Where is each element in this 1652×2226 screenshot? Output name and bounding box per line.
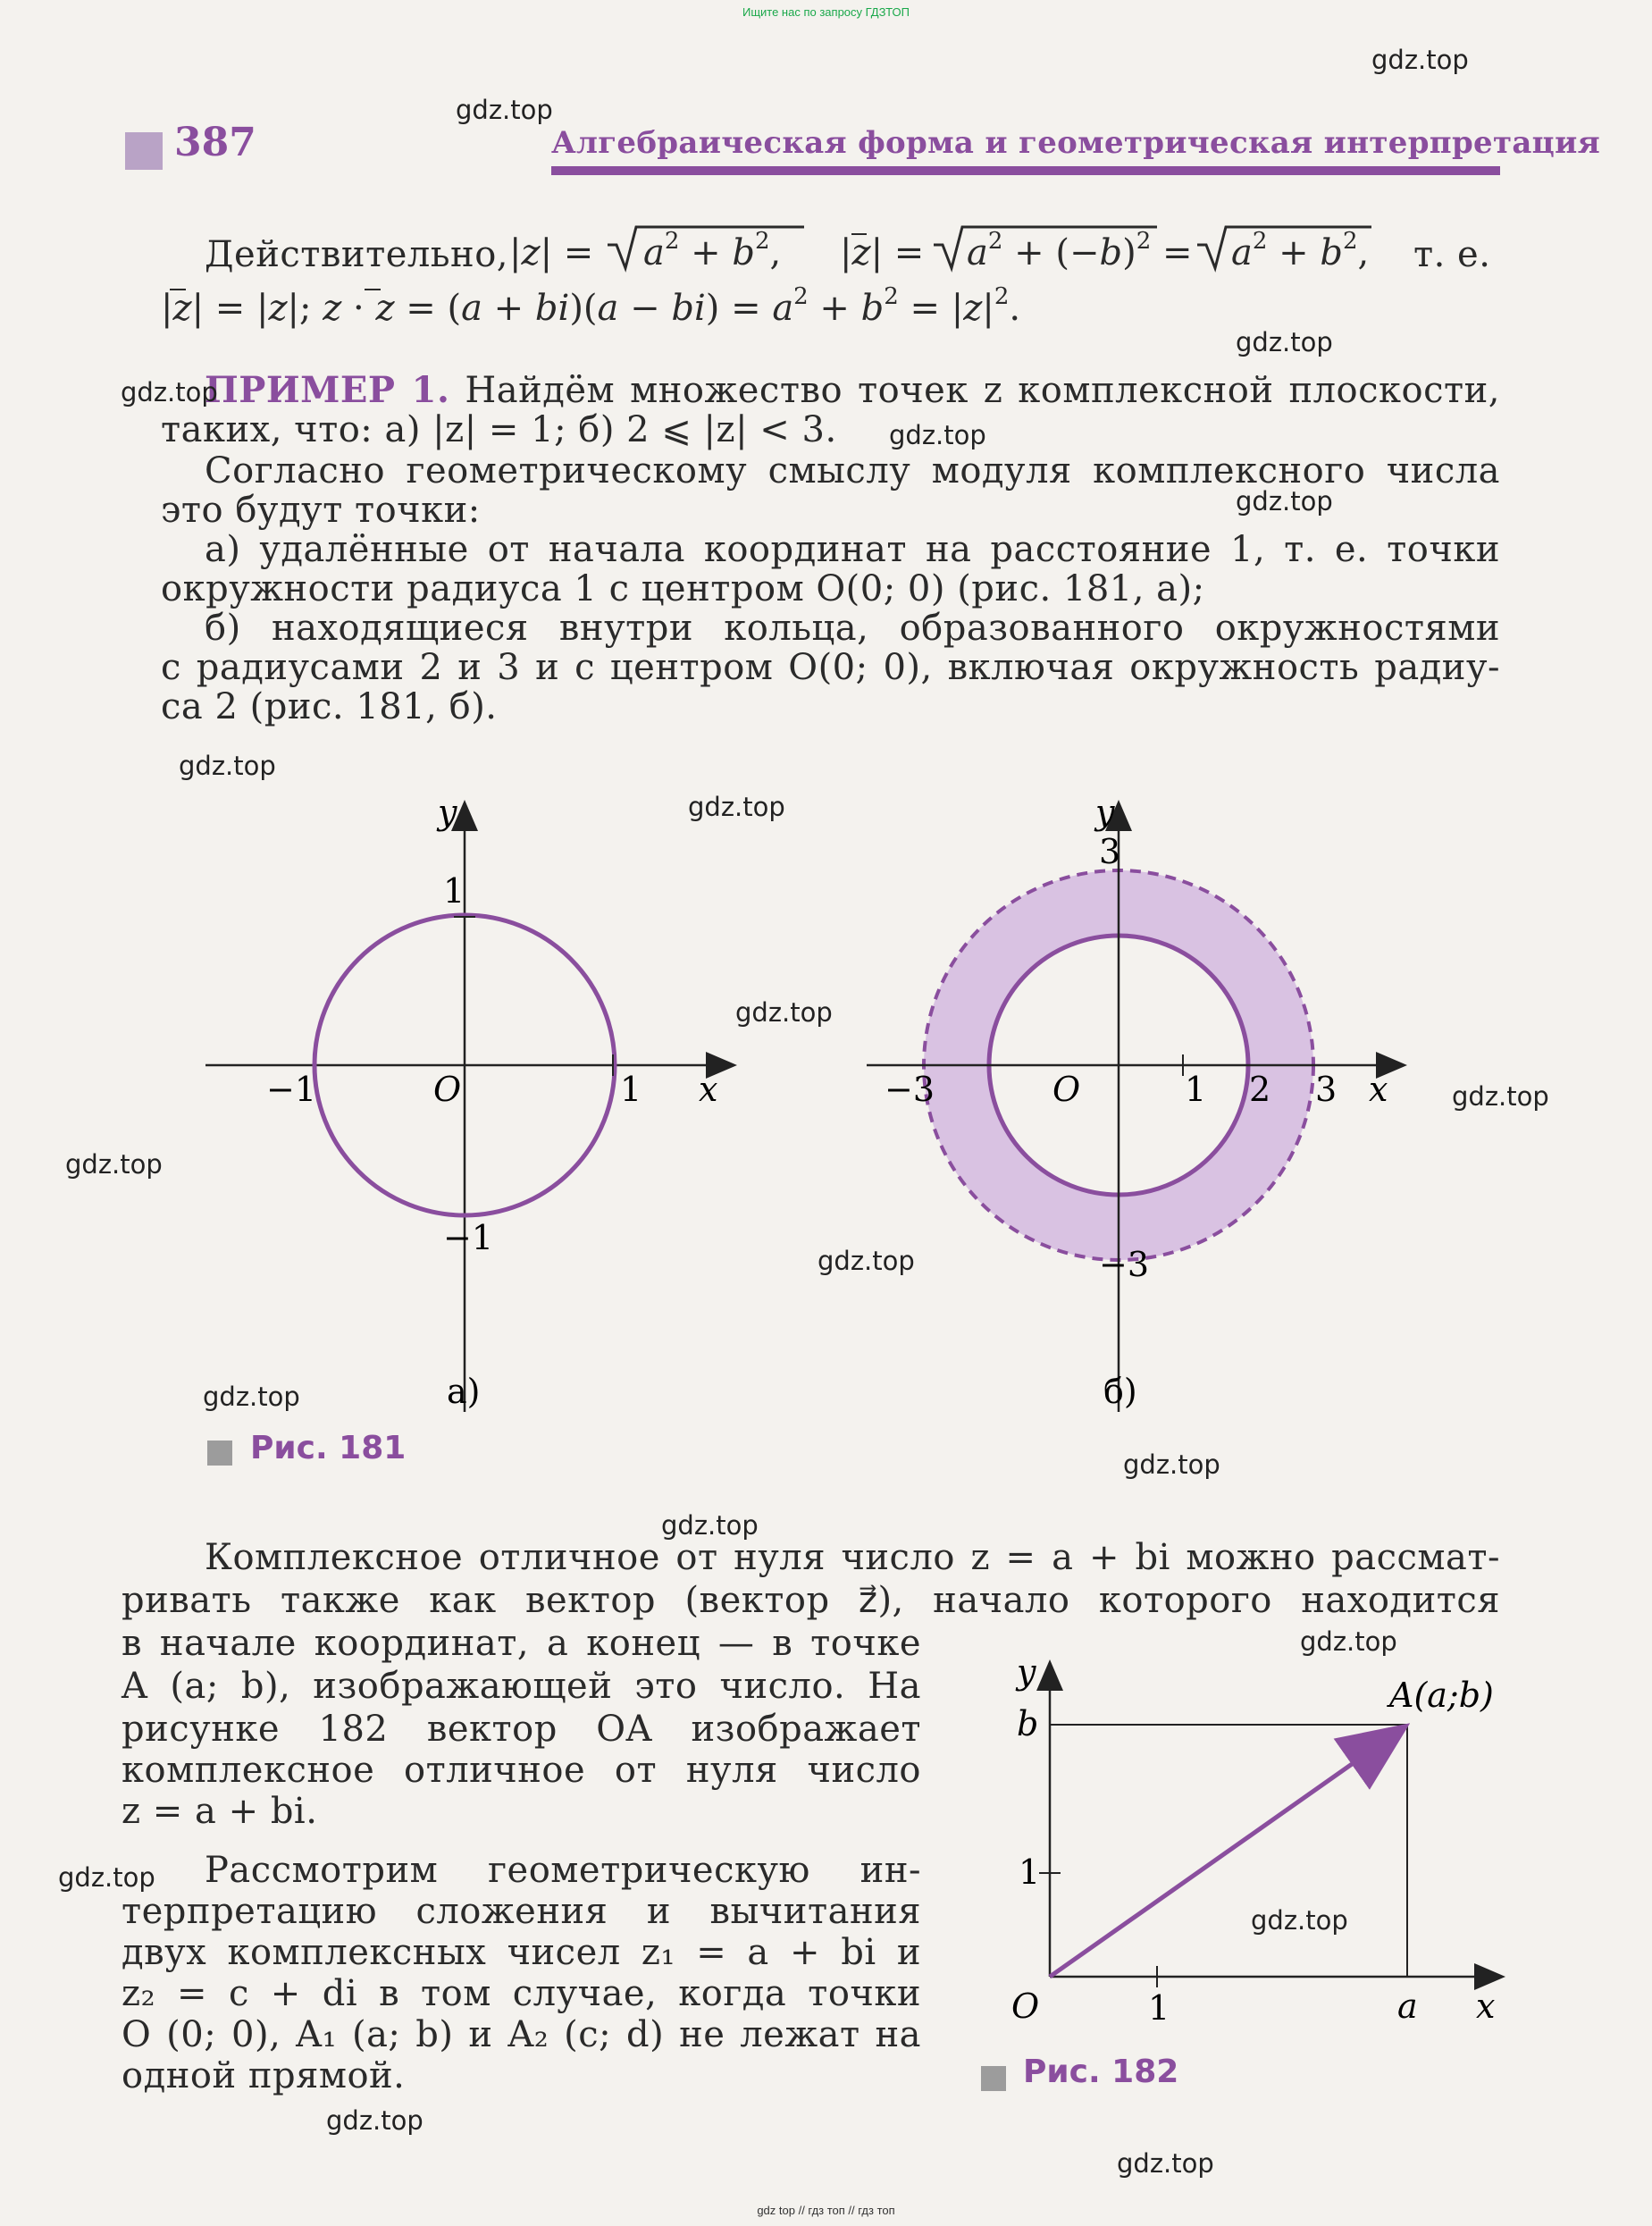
tick-2: 2 (1249, 1070, 1271, 1109)
para4-line-2: терпретацию сложения и вычитания (122, 1891, 921, 1932)
para4-line-3: двух комплексных чисел z₁ = a + bi и (122, 1932, 921, 1973)
para3-line-2: ривать также как вектор (вектор z⃗), начало которого находится (122, 1580, 1500, 1621)
tick-y1: 1 (1019, 1852, 1041, 1892)
subfig-label: б) (1103, 1372, 1137, 1411)
para2-line-1: Согласно геометрическому смыслу модуля комплексного числа (205, 450, 1500, 491)
svg-text:a2 + b2,: $a^2 + b^2$, (1231, 228, 1370, 273)
point-A-label: A(a;b) (1389, 1676, 1494, 1715)
watermark: gdz.top (661, 1510, 759, 1541)
watermark: gdz.top (203, 1382, 300, 1412)
para4-line-5: O (0; 0), A₁ (a; b) и A₂ (c; d) не лежат на (122, 2014, 921, 2055)
watermark: gdz.top (65, 1149, 163, 1180)
origin-label: O (1052, 1070, 1081, 1109)
caption-marker-181 (207, 1441, 232, 1466)
example-line-1 (205, 370, 1500, 411)
watermark: gdz.top (179, 751, 276, 781)
para3-line-1: Комплексное отличное от нуля число z = a + bi можно рассмат- (205, 1537, 1500, 1578)
para2-line-2: это будут точки: (161, 490, 481, 531)
svg-text:|z| = |z|; z · z = (a + bi)(a: |z| = |z|; $z \cdot z = (a + bi)(a - bi) = a^2 + b^2 = |z|^2$. (161, 283, 1021, 329)
item-b-line-3: са 2 (рис. 181, б). (161, 686, 498, 727)
modulus-formula (500, 218, 1394, 281)
watermark: gdz.top (818, 1246, 915, 1276)
top-note: Ищите нас по запросу ГДЗТОП (742, 5, 910, 19)
watermark: gdz.top (688, 792, 785, 822)
item-a-line-1: а) удалённые от начала координат на расстояние 1, т. е. точки (205, 529, 1500, 570)
te-word: т. е. (1413, 234, 1491, 275)
tick-m1: −1 (266, 1070, 317, 1109)
caption-181: Рис. 181 (250, 1430, 407, 1466)
watermark: gdz.top (326, 2105, 423, 2136)
x-label: x (1369, 1070, 1388, 1109)
tick-y3: 3 (1099, 832, 1121, 871)
intro-word: Действительно, (205, 234, 509, 275)
item-a-line-2: окружности радиуса 1 с центром O(0; 0) (рис. 181, а); (161, 568, 1205, 609)
subfig-label: а) (447, 1372, 481, 1411)
x-label: x (1476, 1987, 1496, 2026)
item-b-line-1: б) находящиеся внутри кольца, образованного окружностями (205, 608, 1500, 649)
example-line-2: таких, что: а) |z| = 1; б) 2 ⩽ |z| < 3. (161, 409, 837, 450)
origin-label: O (433, 1070, 462, 1109)
para3-line-6: комплексное отличное от нуля число (122, 1750, 921, 1791)
watermark: gdz.top (1236, 486, 1333, 517)
bottom-note: gdz top // гдз топ // гдз топ (757, 2204, 895, 2217)
header-marker (125, 132, 163, 170)
caption-182: Рис. 182 (1023, 2054, 1179, 2090)
figure-181b (849, 786, 1421, 1430)
tick-y1: 1 (443, 871, 465, 911)
item-b-line-2: с радиусами 2 и 3 и с центром O(0; 0), включая окружность радиу- (161, 647, 1500, 688)
svg-text:|z| =: |z| = (509, 232, 594, 273)
para3-line-5: рисунке 182 вектор OA изображает (122, 1709, 921, 1750)
para3-line-7: z = a + bi. (122, 1791, 318, 1832)
running-title: Алгебраическая форма и геометрическая интерпретация (551, 125, 1601, 161)
page-number: 387 (174, 120, 256, 165)
example-text-1: Найдём множество точек z комплексной плоскости, (465, 370, 1501, 411)
para4-line-4: z₂ = c + di в том случае, когда точки (122, 1973, 921, 2014)
watermark: gdz.top (1117, 2148, 1214, 2179)
x-label: x (699, 1070, 718, 1109)
example-label: ПРИМЕР 1. (205, 369, 450, 411)
svg-text:a2 + (−b)2 =: $a^2 + (-b)^2$ = (967, 228, 1193, 273)
tick-ym1: −1 (443, 1218, 494, 1257)
tick-1: 1 (1185, 1070, 1207, 1109)
para4-line-1: Рассмотрим геометрическую ин- (205, 1850, 921, 1891)
watermark: gdz.top (1236, 327, 1333, 357)
figure-181a (179, 786, 751, 1430)
figure-182 (965, 1653, 1519, 2037)
origin-label: O (1011, 1987, 1040, 2026)
svg-text:|z| =: |z| = (840, 232, 925, 273)
conjugate-formula (161, 279, 1054, 332)
watermark: gdz.top (1123, 1449, 1220, 1480)
y-label: y (438, 793, 457, 832)
a-label: a (1397, 1987, 1418, 2026)
vector-OA (1050, 1728, 1403, 1977)
caption-marker-182 (981, 2066, 1006, 2091)
tick-1: 1 (620, 1070, 642, 1109)
b-label: b (1017, 1704, 1039, 1743)
watermark: gdz.top (889, 420, 986, 450)
watermark: gdz.top (1371, 45, 1469, 75)
y-label: y (1095, 793, 1115, 832)
watermark: gdz.top (1251, 1905, 1348, 1936)
tick-m3: −3 (885, 1070, 935, 1109)
para4-line-6: одной прямой. (122, 2055, 406, 2096)
svg-text:a2 + b2,: $a^2 + b^2$, (643, 228, 782, 273)
y-label: y (1017, 1653, 1036, 1692)
watermark: gdz.top (1300, 1626, 1397, 1657)
watermark: gdz.top (58, 1862, 155, 1893)
tick-x1: 1 (1148, 1988, 1170, 2028)
tick-3: 3 (1315, 1070, 1338, 1109)
watermark: gdz.top (121, 377, 218, 407)
watermark: gdz.top (456, 95, 553, 125)
watermark: gdz.top (735, 997, 833, 1028)
para3-line-4: A (a; b), изображающей это число. На (122, 1666, 921, 1707)
header-rule (551, 166, 1500, 175)
para3-line-3: в начале координат, а конец — в точке (122, 1623, 921, 1664)
tick-ym3: −3 (1099, 1245, 1150, 1284)
watermark: gdz.top (1452, 1081, 1549, 1112)
intro-line-1 (205, 234, 508, 275)
